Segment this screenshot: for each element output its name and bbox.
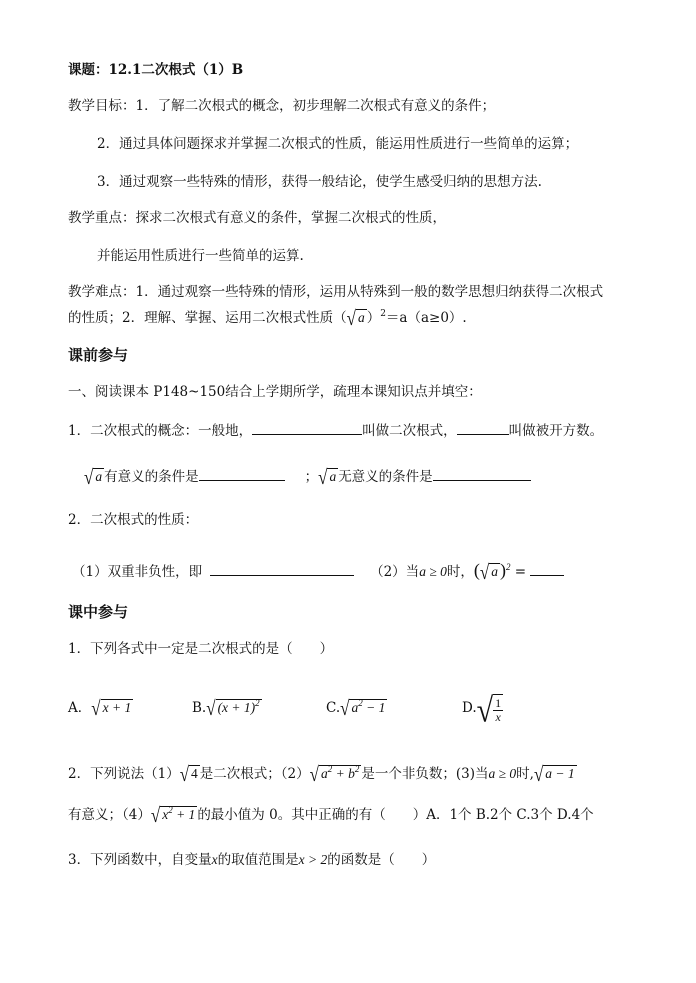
- option-b: [192, 697, 262, 720]
- radicand: a − 1: [545, 766, 575, 781]
- objectives-line-2: [97, 135, 578, 153]
- objectives-line-3: [97, 173, 542, 191]
- option-b-expression: [206, 697, 261, 720]
- pre-class-intro-text: 一、阅读课本 P148~150结合上学期所学，疏理本课知识点并填空：: [68, 384, 482, 400]
- q1-text-mid: 叫做二次根式，: [362, 423, 457, 439]
- radical-sign: √: [340, 697, 350, 720]
- option-c-label: C.: [326, 700, 341, 716]
- option-d-expression: [476, 691, 503, 730]
- concept-blank[interactable]: [252, 421, 362, 435]
- in-class-q1-text: 1．下列各式中一定是二次根式的是（ ）: [68, 641, 334, 657]
- radical-sign: √: [346, 307, 356, 330]
- in-class-heading: [68, 603, 128, 621]
- q2-text-d: 时,: [516, 766, 534, 782]
- meaningful-condition-blank[interactable]: [199, 467, 285, 481]
- in-class-q3: [68, 851, 435, 869]
- sqrt-a2-b2-expression: [309, 763, 362, 786]
- radical-sign: √: [150, 804, 161, 827]
- meaningful-condition-text: 有意义的条件是: [104, 469, 199, 485]
- exponent: 2: [358, 698, 363, 708]
- radicand-a: a: [320, 766, 328, 781]
- option-d: [462, 688, 503, 728]
- radicand-plus-1: + 1: [172, 807, 196, 822]
- key-points-text-2: 并能运用性质进行一些简单的运算.: [97, 248, 304, 264]
- exponent: 2: [380, 309, 386, 319]
- option-c: [326, 697, 387, 720]
- radicand-text: (x + 1): [217, 700, 256, 715]
- pre-class-q2-items: [72, 560, 564, 584]
- q2b-text: （2）当: [370, 564, 420, 580]
- q2-text-b: 是二次根式；（2）: [199, 766, 310, 782]
- q2-text-f: 的最小值为 0。其中正确的有（ ）A．1个 B.2个 C.3个 D.4个: [197, 807, 594, 823]
- pre-class-q1b: [84, 466, 531, 489]
- in-class-q1: [68, 640, 333, 658]
- radicand: a: [95, 469, 103, 484]
- pre-class-heading-text: 课前参与: [68, 346, 129, 364]
- in-class-q2-line-2: [68, 804, 594, 827]
- radical-sign: √: [206, 697, 216, 720]
- exponent: 2: [354, 764, 360, 774]
- radical-sign: √: [533, 763, 544, 786]
- sqrt-a-expression: [318, 466, 338, 489]
- option-b-label: B.: [192, 700, 207, 716]
- condition-a-nonneg: a ≥ 0: [419, 564, 447, 579]
- radicand: a: [491, 564, 498, 579]
- radical-sign: √: [476, 691, 494, 730]
- separator: ；: [304, 469, 319, 485]
- option-a: [68, 697, 133, 720]
- radical-sign: √: [309, 763, 319, 786]
- objectives-label: 教学目标：: [68, 98, 136, 114]
- key-points-line-2: [97, 247, 304, 265]
- objectives-line-1: [68, 97, 495, 115]
- radicand: a: [357, 310, 365, 325]
- radicand-a: a: [351, 700, 359, 715]
- sqrt-a-expression: [84, 466, 104, 489]
- key-points-line-1: [68, 209, 446, 227]
- q3-text-post: 的函数是（ ）: [327, 852, 436, 868]
- difficulties-line-2: [68, 307, 467, 330]
- q2b-when-text: 时，: [446, 564, 474, 580]
- radicand: a: [329, 469, 337, 484]
- exponent: 2: [168, 805, 173, 815]
- radical-sign: √: [91, 697, 101, 720]
- in-class-q2-line-1: [68, 763, 577, 786]
- meaningless-condition-blank[interactable]: [433, 467, 531, 481]
- radicand: [319, 765, 361, 782]
- sqrt-a-expression: [346, 307, 367, 330]
- difficulties-paren: ）: [366, 310, 381, 326]
- q1-text-post: 叫做被开方数。: [508, 423, 604, 439]
- radicand: x + 1: [102, 700, 132, 715]
- radicand-blank[interactable]: [457, 421, 509, 435]
- pre-class-intro: [68, 383, 482, 401]
- q2-text-a: 2．下列说法（1）: [68, 766, 180, 782]
- difficulties-text-2: 的性质；2．理解、掌握、运用二次根式性质（: [68, 310, 347, 326]
- difficulties-text-3: ＝a（a≥0）.: [385, 310, 467, 326]
- fraction: [493, 694, 503, 724]
- numerator: 1: [495, 695, 502, 710]
- radical-sign: √: [84, 466, 94, 489]
- non-negativity-blank[interactable]: [210, 562, 354, 576]
- exponent: 2: [255, 698, 260, 708]
- variable-x: x: [211, 852, 218, 867]
- exponent: 2: [505, 562, 511, 572]
- radicand: [349, 699, 387, 716]
- option-a-label: A．: [68, 700, 92, 716]
- objective-1: 1．了解二次根式的概念，初步理解二次根式有意义的条件；: [135, 98, 496, 114]
- equals-sign: =: [514, 564, 527, 580]
- sqrt-4-expression: [179, 763, 200, 786]
- page-title: [68, 61, 243, 79]
- radicand-b: − 1: [362, 700, 386, 715]
- objective-2: 2．通过具体问题探求并掌握二次根式的性质，能运用性质进行一些简单的运算；: [97, 136, 579, 152]
- in-class-heading-text: 课中参与: [68, 603, 129, 621]
- title-text: 课题：12.1二次根式（1）B: [68, 62, 244, 78]
- sqrt-a-minus-1-expression: [533, 763, 577, 786]
- option-a-expression: [91, 697, 133, 720]
- radicand: [216, 699, 262, 716]
- radicand-x: x: [162, 807, 169, 822]
- radical-sign: √: [179, 763, 190, 786]
- option-c-expression: [340, 697, 387, 720]
- q2-text: 2．二次根式的性质：: [68, 512, 199, 528]
- q1-text-pre: 1．二次根式的概念：一般地，: [68, 423, 253, 439]
- difficulties-text-1: 1．通过观察一些特殊的情形，运用从特殊到一般的数学思想归纳获得二次根式: [135, 284, 604, 300]
- meaningless-condition-text: 无意义的条件是: [338, 469, 433, 485]
- radical-sign: √: [318, 466, 328, 489]
- difficulties-label: 教学难点：: [68, 284, 136, 300]
- key-points-text-1: 探求二次根式有意义的条件，掌握二次根式的性质，: [135, 210, 446, 226]
- paren-right: ): [499, 560, 506, 580]
- q2-text-e: 有意义；（4）: [68, 807, 151, 823]
- pre-class-q2: [68, 511, 198, 529]
- property-blank[interactable]: [530, 562, 564, 576]
- q3-text-mid: 的取值范围是: [217, 852, 299, 868]
- denominator: x: [495, 709, 501, 724]
- paren-left: (: [473, 560, 480, 580]
- sqrt-a-squared-expression: [473, 560, 511, 584]
- condition-a-nonneg: a ≥ 0: [488, 766, 517, 781]
- radicand: 4: [191, 766, 198, 781]
- q2a-text: （1）双重非负性，即: [72, 564, 203, 580]
- key-points-label: 教学重点：: [68, 210, 136, 226]
- difficulties-line-1: [68, 283, 603, 301]
- q3-text-pre: 3．下列函数中，自变量: [68, 852, 212, 868]
- pre-class-heading: [68, 346, 128, 364]
- radicand: [160, 806, 197, 823]
- q2-text-c: 是一个非负数；(3)当: [361, 766, 489, 782]
- sqrt-x2-plus-1-expression: [150, 804, 197, 827]
- radical-sign: √: [479, 561, 490, 584]
- exponent: 2: [327, 764, 333, 774]
- condition-x-gt-2: x > 2: [298, 852, 328, 867]
- objective-3: 3．通过观察一些特殊的情形，获得一般结论，使学生感受归纳的思想方法.: [97, 174, 542, 190]
- radicand-b: + b: [332, 766, 355, 781]
- pre-class-q1: [68, 421, 603, 440]
- option-d-label: D.: [462, 700, 477, 716]
